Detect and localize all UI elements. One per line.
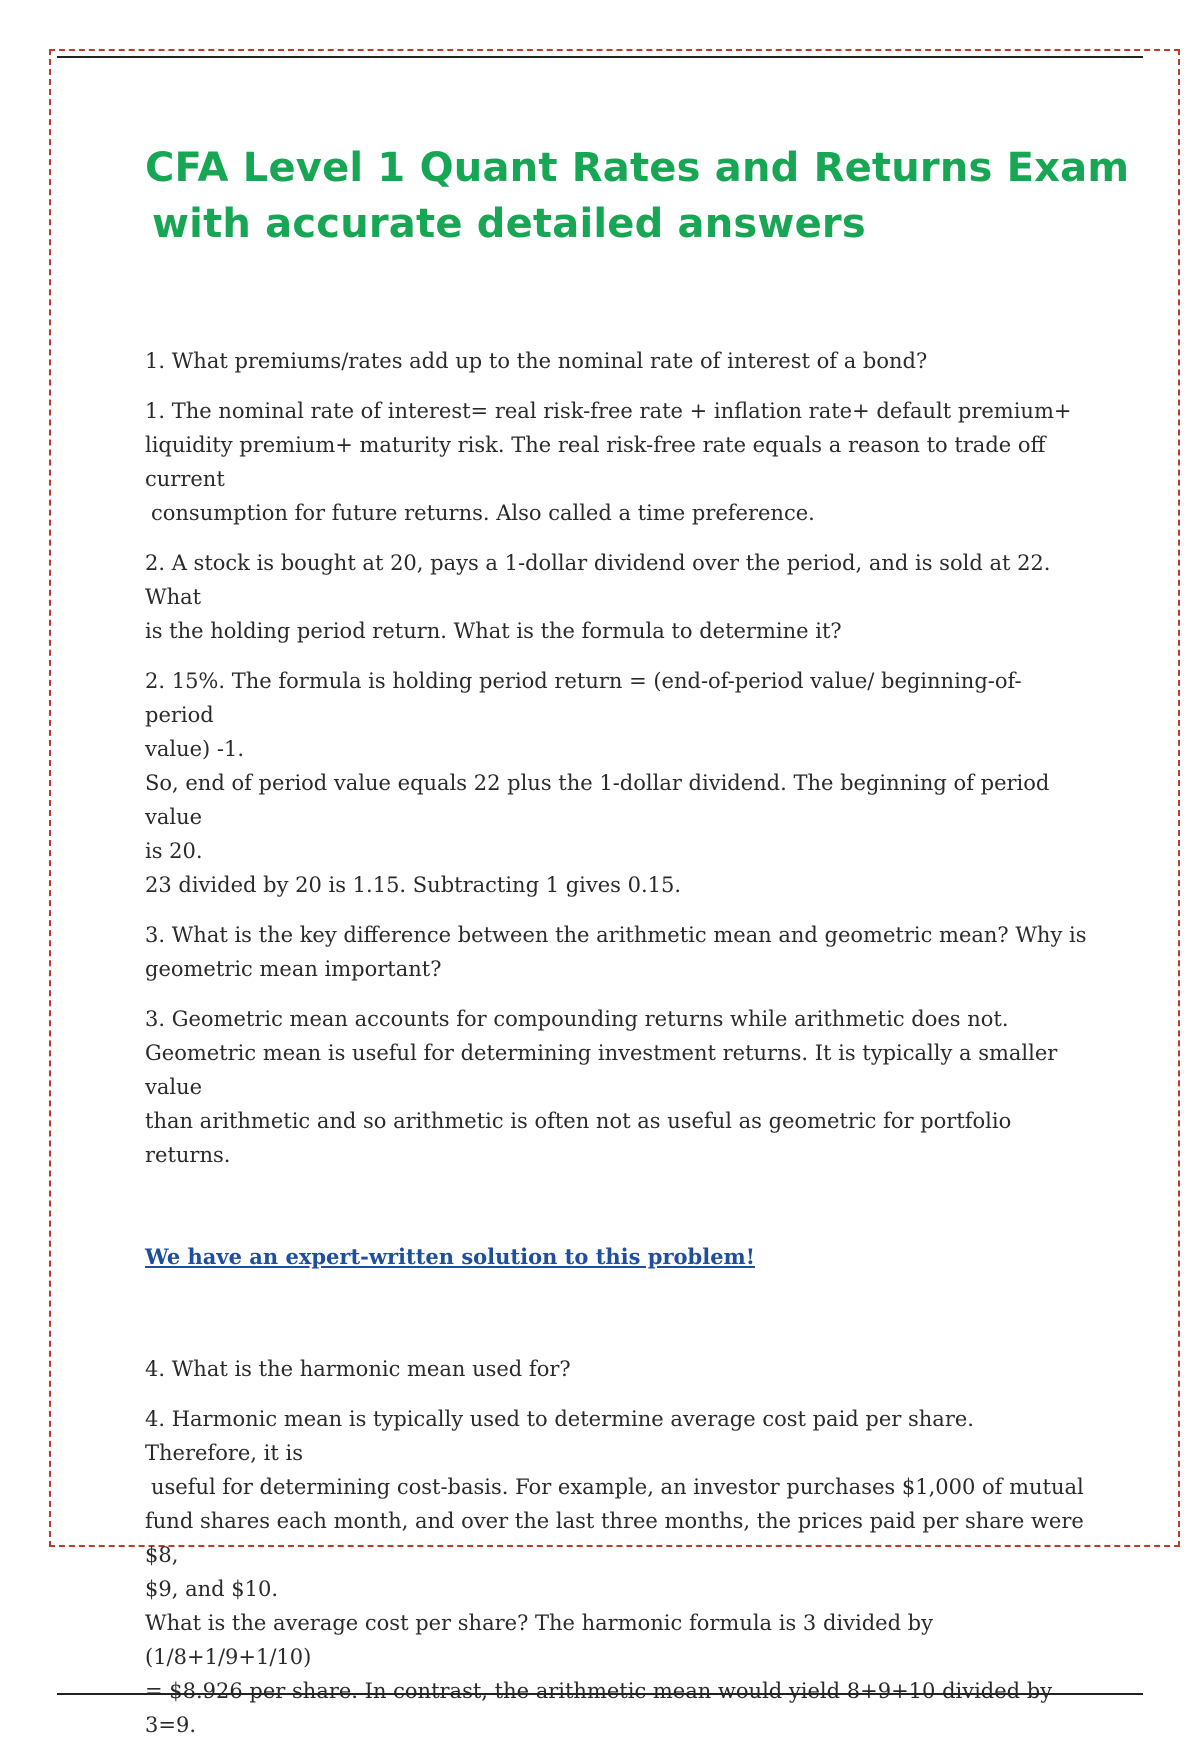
top-rule xyxy=(57,56,1143,58)
answer-3 xyxy=(145,1002,1090,1172)
question-3-line: geometric mean important? xyxy=(145,957,442,981)
question-3 xyxy=(145,918,1090,986)
answer-4-line: useful for determining cost-basis. For example, an investor purchases $1,000 of mutual xyxy=(151,1475,1084,1499)
answer-1-line: consumption for future returns. Also called a time preference. xyxy=(151,501,815,525)
answer-1 xyxy=(145,394,1090,530)
answer-2-line: value) -1. xyxy=(145,737,245,761)
answer-4 xyxy=(145,1402,1090,1742)
qa-content xyxy=(145,344,1090,1758)
question-4: 4. What is the harmonic mean used for? xyxy=(145,1357,571,1381)
title-line-2: with accurate detailed answers xyxy=(152,201,866,247)
question-2 xyxy=(145,546,1090,648)
question-2-line: is the holding period return. What is the formula to determine it? xyxy=(145,619,842,643)
answer-2-line: 23 divided by 20 is 1.15. Subtracting 1 gives 0.15. xyxy=(145,873,682,897)
answer-3-line: Geometric mean is useful for determining investment returns. It is typically a smaller value xyxy=(145,1041,1058,1099)
bottom-rule xyxy=(57,1693,1143,1695)
document-title xyxy=(145,140,1145,252)
answer-1-line: liquidity premium+ maturity risk. The real risk-free rate equals a reason to trade off current xyxy=(145,433,1046,491)
answer-2-line: 2. 15%. The formula is holding period return = (end-of-period value/ beginning-of-period xyxy=(145,669,1022,727)
expert-solution-cta xyxy=(145,1240,1090,1274)
answer-4-line: fund shares each month, and over the last three months, the prices paid per share were $8, xyxy=(145,1509,1084,1567)
expert-solution-link[interactable]: We have an expert-written solution to this problem! xyxy=(145,1244,755,1269)
answer-4-line: = $8.926 per share. In contrast, the arithmetic mean would yield 8+9+10 divided by 3=9. xyxy=(145,1679,1053,1737)
title-line-1: CFA Level 1 Quant Rates and Returns Exam xyxy=(145,145,1130,191)
question-2-line: 2. A stock is bought at 20, pays a 1-dollar dividend over the period, and is sold at 22. What xyxy=(145,551,1051,609)
answer-4-line: $9, and $10. xyxy=(145,1577,278,1601)
answer-3-line: than arithmetic and so arithmetic is often not as useful as geometric for portfolio returns. xyxy=(145,1109,1012,1167)
answer-4-line: 4. Harmonic mean is typically used to determine average cost paid per share. Therefore, it is xyxy=(145,1407,974,1465)
question-3-line: 3. What is the key difference between the arithmetic mean and geometric mean? Why is xyxy=(145,923,1087,947)
answer-3-line: 3. Geometric mean accounts for compounding returns while arithmetic does not. xyxy=(145,1007,1009,1031)
answer-1-line: 1. The nominal rate of interest= real risk-free rate + inflation rate+ default premium+ xyxy=(145,399,1072,423)
answer-2 xyxy=(145,664,1090,902)
answer-2-line: So, end of period value equals 22 plus the 1-dollar dividend. The beginning of period value xyxy=(145,771,1050,829)
answer-4-line: What is the average cost per share? The harmonic formula is 3 divided by (1/8+1/9+1/10) xyxy=(145,1611,933,1669)
question-1: 1. What premiums/rates add up to the nominal rate of interest of a bond? xyxy=(145,349,928,373)
answer-2-line: is 20. xyxy=(145,839,203,863)
